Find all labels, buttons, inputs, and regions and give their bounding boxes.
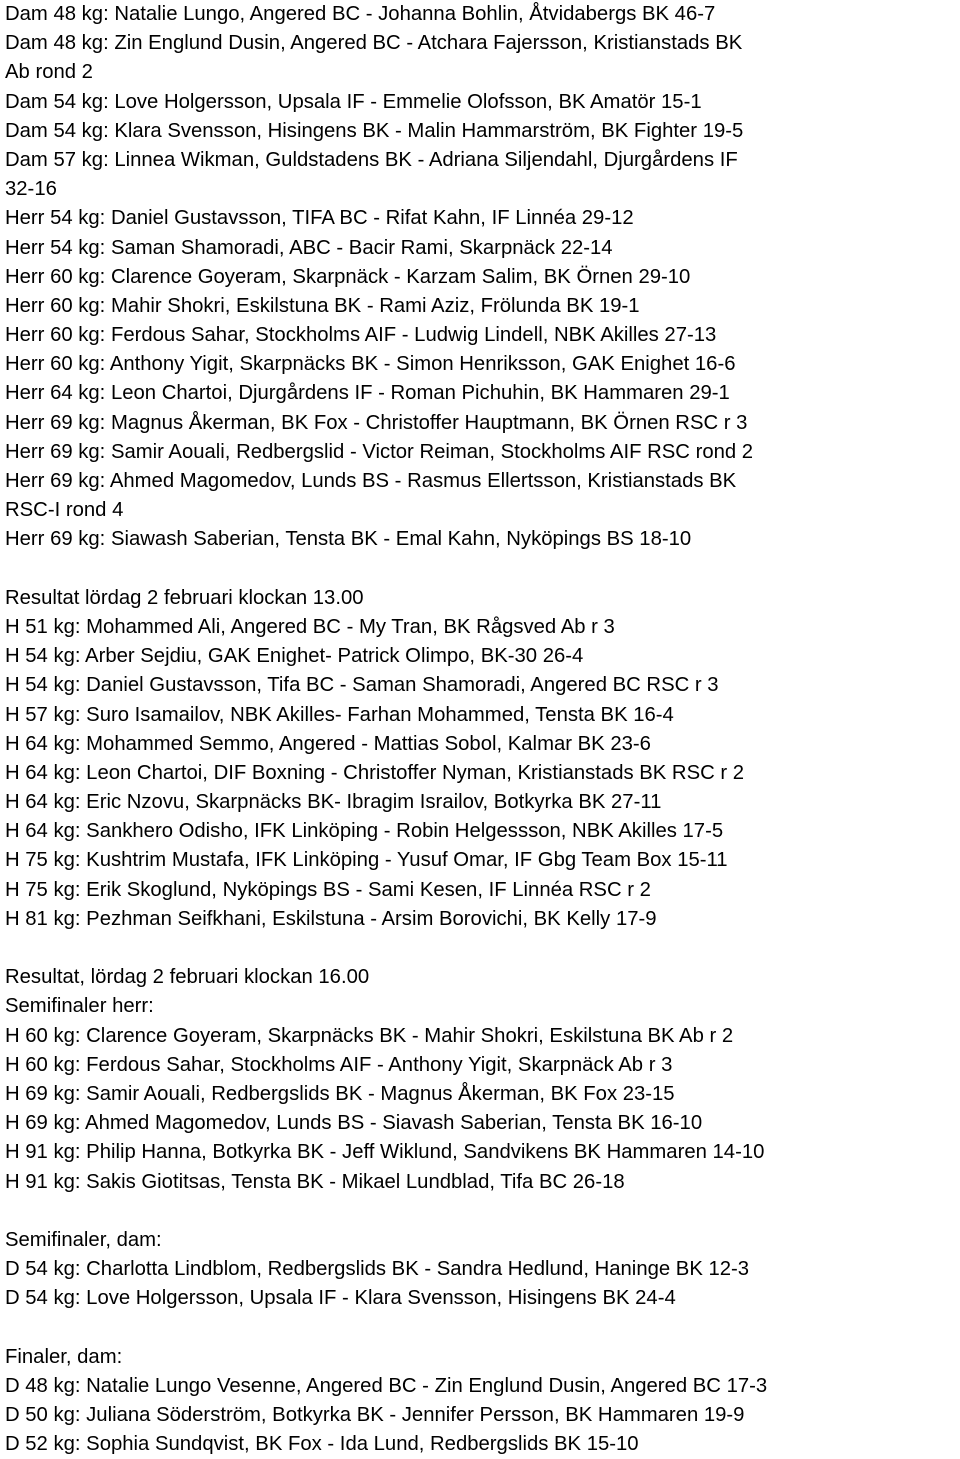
result-line: H 51 kg: Mohammed Ali, Angered BC - My Tran, BK Rågsved Ab r 3 <box>5 615 615 638</box>
result-line: D 54 kg: Love Holgersson, Upsala IF - Klara Svensson, Hisingens BK 24-4 <box>5 1287 676 1310</box>
result-line: Dam 57 kg: Linnea Wikman, Guldstadens BK - Adriana Siljendahl, Djurgårdens IF <box>5 148 738 171</box>
result-line: H 91 kg: Sakis Giotitsas, Tensta BK - Mikael Lundblad, Tifa BC 26-18 <box>5 1170 625 1193</box>
spacer <box>5 1197 960 1226</box>
result-line: Herr 69 kg: Siawash Saberian, Tensta BK - Emal Kahn, Nyköpings BS 18-10 <box>5 528 692 551</box>
result-line: Herr 54 kg: Daniel Gustavsson, TIFA BC - Rifat Kahn, IF Linnéa 29-12 <box>5 207 634 230</box>
result-line: Herr 60 kg: Mahir Shokri, Eskilstuna BK - Rami Aziz, Frölunda BK 19-1 <box>5 294 640 317</box>
result-line: H 64 kg: Leon Chartoi, DIF Boxning - Christoffer Nyman, Kristianstads BK RSC r 2 <box>5 761 745 784</box>
result-line: RSC-I rond 4 <box>5 499 124 522</box>
result-line: Herr 69 kg: Samir Aouali, Redbergslid - Victor Reiman, Stockholms AIF RSC rond 2 <box>5 440 754 463</box>
result-line: H 64 kg: Eric Nzovu, Skarpnäcks BK- Ibragim Israilov, Botkyrka BK 27-11 <box>5 791 662 814</box>
result-line: 32-16 <box>5 178 57 201</box>
results-block-3 <box>5 963 960 1197</box>
subsection-heading: Finaler, dam: <box>5 1345 123 1368</box>
result-line: D 48 kg: Natalie Lungo Vesenne, Angered BC - Zin Englund Dusin, Angered BC 17-3 <box>5 1374 768 1397</box>
spacer <box>5 934 960 963</box>
result-line: Dam 54 kg: Love Holgersson, Upsala IF - Emmelie Olofsson, BK Amatör 15-1 <box>5 90 702 113</box>
results-block-1 <box>5 0 960 555</box>
subsection-heading: Semifinaler herr: <box>5 995 154 1018</box>
result-line: H 54 kg: Arber Sejdiu, GAK Enighet- Patrick Olimpo, BK-30 26-4 <box>5 645 584 668</box>
result-line: H 69 kg: Ahmed Magomedov, Lunds BS - Siavash Saberian, Tensta BK 16-10 <box>5 1112 703 1135</box>
result-line: H 60 kg: Ferdous Sahar, Stockholms AIF - Anthony Yigit, Skarpnäck Ab r 3 <box>5 1053 673 1076</box>
result-line: Herr 54 kg: Saman Shamoradi, ABC - Bacir Rami, Skarpnäck 22-14 <box>5 236 613 259</box>
results-block-2 <box>5 584 960 934</box>
result-line: H 54 kg: Daniel Gustavsson, Tifa BC - Saman Shamoradi, Angered BC RSC r 3 <box>5 674 719 697</box>
results-block-5 <box>5 1343 960 1459</box>
spacer <box>5 555 960 584</box>
spacer <box>5 1313 960 1342</box>
result-line: H 57 kg: Suro Isamailov, NBK Akilles- Farhan Mohammed, Tensta BK 16-4 <box>5 703 674 726</box>
results-block-4 <box>5 1226 960 1314</box>
result-line: Ab rond 2 <box>5 61 93 84</box>
document-page <box>5 0 960 1459</box>
result-line: Herr 69 kg: Magnus Åkerman, BK Fox - Christoffer Hauptmann, BK Örnen RSC r 3 <box>5 411 748 434</box>
result-line: H 60 kg: Clarence Goyeram, Skarpnäcks BK - Mahir Shokri, Eskilstuna BK Ab r 2 <box>5 1024 734 1047</box>
result-line: H 64 kg: Mohammed Semmo, Angered - Mattias Sobol, Kalmar BK 23-6 <box>5 732 651 755</box>
result-line: Dam 48 kg: Zin Englund Dusin, Angered BC - Atchara Fajersson, Kristianstads BK <box>5 32 743 55</box>
result-line: H 91 kg: Philip Hanna, Botkyrka BK - Jeff Wiklund, Sandvikens BK Hammaren 14-10 <box>5 1141 765 1164</box>
subsection-heading: Semifinaler, dam: <box>5 1228 162 1251</box>
result-line: H 64 kg: Sankhero Odisho, IFK Linköping - Robin Helgessson, NBK Akilles 17-5 <box>5 820 724 843</box>
result-line: Herr 69 kg: Ahmed Magomedov, Lunds BS - Rasmus Ellertsson, Kristianstads BK <box>5 470 737 492</box>
result-line: Herr 64 kg: Leon Chartoi, Djurgårdens IF - Roman Pichuhin, BK Hammaren 29-1 <box>5 382 730 405</box>
result-line: H 75 kg: Erik Skoglund, Nyköpings BS - Sami Kesen, IF Linnéa RSC r 2 <box>5 878 651 901</box>
section-heading: Resultat, lördag 2 februari klockan 16.00 <box>5 966 370 989</box>
result-line: D 54 kg: Charlotta Lindblom, Redbergslids BK - Sandra Hedlund, Haninge BK 12-3 <box>5 1258 750 1281</box>
section-heading: Resultat lördag 2 februari klockan 13.00 <box>5 586 364 609</box>
result-line: Herr 60 kg: Anthony Yigit, Skarpnäcks BK - Simon Henriksson, GAK Enighet 16-6 <box>5 353 736 376</box>
result-line: H 81 kg: Pezhman Seifkhani, Eskilstuna - Arsim Borovichi, BK Kelly 17-9 <box>5 907 657 930</box>
result-line: Dam 54 kg: Klara Svensson, Hisingens BK - Malin Hammarström, BK Fighter 19-5 <box>5 119 744 142</box>
result-line: D 50 kg: Juliana Söderström, Botkyrka BK - Jennifer Persson, BK Hammaren 19-9 <box>5 1404 745 1426</box>
result-line: Herr 60 kg: Clarence Goyeram, Skarpnäck - Karzam Salim, BK Örnen 29-10 <box>5 265 691 288</box>
result-line: H 75 kg: Kushtrim Mustafa, IFK Linköping - Yusuf Omar, IF Gbg Team Box 15-11 <box>5 849 728 872</box>
result-line: Dam 48 kg: Natalie Lungo, Angered BC - Johanna Bohlin, Åtvidabergs BK 46-7 <box>5 3 716 25</box>
result-line: H 69 kg: Samir Aouali, Redbergslids BK - Magnus Åkerman, BK Fox 23-15 <box>5 1082 675 1105</box>
result-line: Herr 60 kg: Ferdous Sahar, Stockholms AIF - Ludwig Lindell, NBK Akilles 27-13 <box>5 324 717 347</box>
result-line: D 52 kg: Sophia Sundqvist, BK Fox - Ida Lund, Redbergslids BK 15-10 <box>5 1433 639 1456</box>
